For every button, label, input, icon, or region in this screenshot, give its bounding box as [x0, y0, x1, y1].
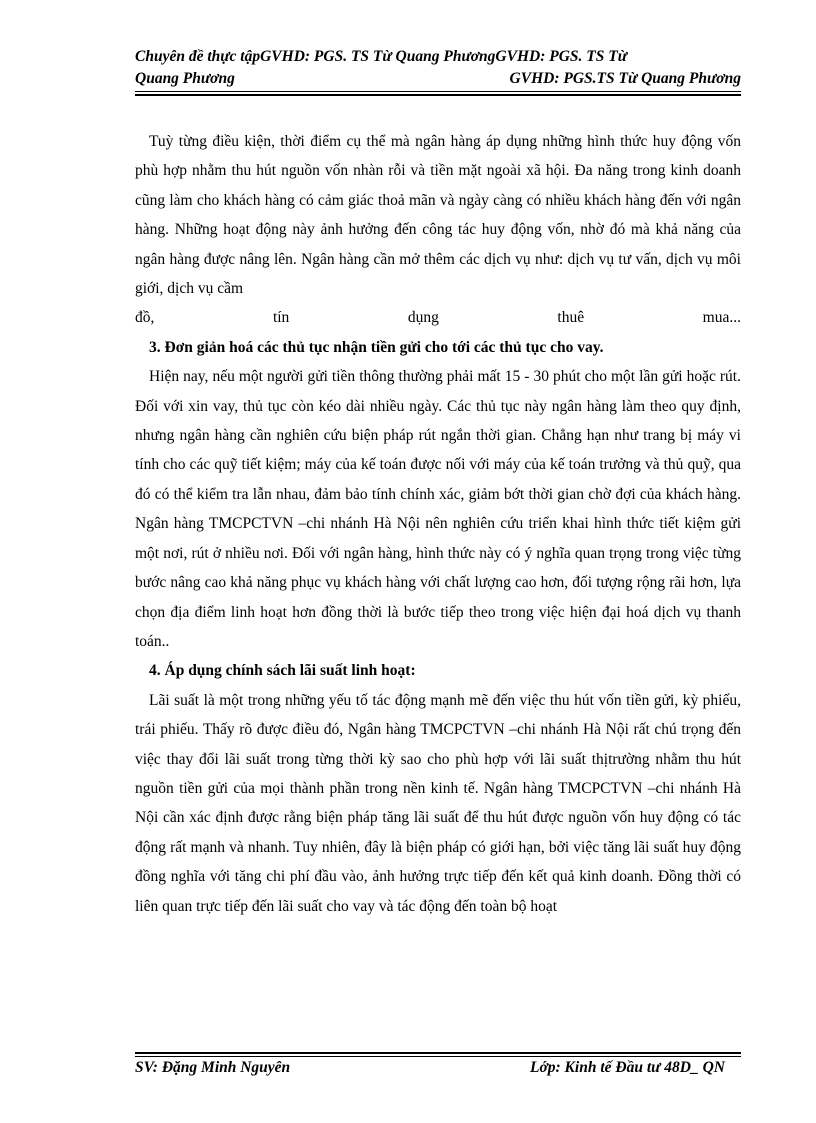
- header-line-2: [135, 68, 741, 90]
- paragraph-2: Hiện nay, nếu một người gửi tiền thông thường phải mất 15 - 30 phút cho một lần gửi hoặc rút. Đối với xin vay, thủ tục còn kéo dài nhiều ngày. Các thủ tục này ngân hàng làm theo quy định, nhưng ngân hàng cần nghiên cứu biện pháp rút ngắn thời gian. Chẳng hạn như trang bị máy vi tính cho các quỹ tiết kiệm; máy của kế toán được nối với máy của kế toán trưởng và thủ quỹ, qua đó có thể kiểm tra lẫn nhau, đảm bảo tính chính xác, giảm bớt thời gian chờ đợi của khách hàng. Ngân hàng TMCPCTVN –chi nhánh Hà Nội nên nghiên cứu triển khai hình thức tiết kiệm gửi một nơi, rút ở nhiều nơi. Đối với ngân hàng, hình thức này có ý nghĩa quan trọng trong việc từng bước nâng cao khả năng phục vụ khách hàng với chất lượng cao hơn, đối tượng rộng rãi hơn, lựa chọn địa điểm linh hoạt hơn đồng thời là bước tiếp theo trong việc hiện đại hoá dịch vụ thanh toán..: [135, 368, 741, 650]
- header-line-1: Chuyên đề thực tậpGVHD: PGS. TS Từ Quang PhươngGVHD: PGS. TS Từ: [135, 48, 627, 65]
- page-footer: [135, 1058, 725, 1078]
- header-rule-thin: [135, 91, 741, 92]
- footer-student: SV: Đặng Minh Nguyên: [135, 1059, 291, 1076]
- footer-rule-thin: [135, 1056, 741, 1057]
- paragraph-3: Lãi suất là một trong những yếu tố tác động mạnh mẽ đến việc thu hút vốn tiền gửi, kỳ phiếu, trái phiếu. Thấy rõ được điều đó, Ngân hàng TMCPCTVN –chi nhánh Hà Nội rất chú trọng đến việc thay đổi lãi suất trong từng thời kỳ sao cho phù hợp với lãi suất thịtrường nhằm thu hút nguồn tiền gửi của mọi thành phần trong nền kinh tế. Ngân hàng TMCPCTVN –chi nhánh Hà Nội cần xác định được rằng biện pháp tăng lãi suất để thu hút được nguồn vốn huy động có tác động rất mạnh và nhanh. Tuy nhiên, đây là biện pháp có giới hạn, bởi việc tăng lãi suất huy động đồng nghĩa với tăng chi phí đầu vào, ảnh hưởng trực tiếp đến kết quả kinh doanh. Đồng thời có liên quan trực tiếp đến lãi suất cho vay và tác động đến toàn bộ hoạt: [135, 691, 741, 915]
- header-rule-thick: [135, 94, 741, 96]
- section-heading-3: 3. Đơn giản hoá các thủ tục nhận tiền gửi cho tới các thủ tục cho vay.: [149, 338, 604, 356]
- document-body: [135, 127, 741, 921]
- footer-rule-thick: [135, 1052, 741, 1054]
- paragraph-1-last-line: đồ, tín dụng thuê mua...: [135, 309, 741, 327]
- section-heading-4: 4. Áp dụng chính sách lãi suất linh hoạt:: [149, 662, 416, 680]
- page-header: [135, 46, 741, 90]
- header-advisor: GVHD: PGS.TS Từ Quang Phương: [509, 70, 741, 87]
- footer-class: Lớp: Kinh tế Đầu tư 48D_ QN: [529, 1059, 725, 1076]
- header-line-2-left: Quang Phương: [135, 70, 235, 87]
- paragraph-1: Tuỳ từng điều kiện, thời điểm cụ thể mà ngân hàng áp dụng những hình thức huy động vốn phù hợp nhằm thu hút nguồn vốn nhàn rỗi và tiền mặt ngoài xã hội. Đa năng trong kinh doanh cũng làm cho khách hàng có cảm giác thoả mãn và ngày càng có nhiều khách hàng đến với ngân hàng. Những hoạt động này ảnh hưởng đến công tác huy động vốn, nhờ đó mà khả năng của ngân hàng được nâng lên. Ngân hàng cần mở thêm các dịch vụ như: dịch vụ tư vấn, dịch vụ môi giới, dịch vụ cầm: [135, 133, 741, 298]
